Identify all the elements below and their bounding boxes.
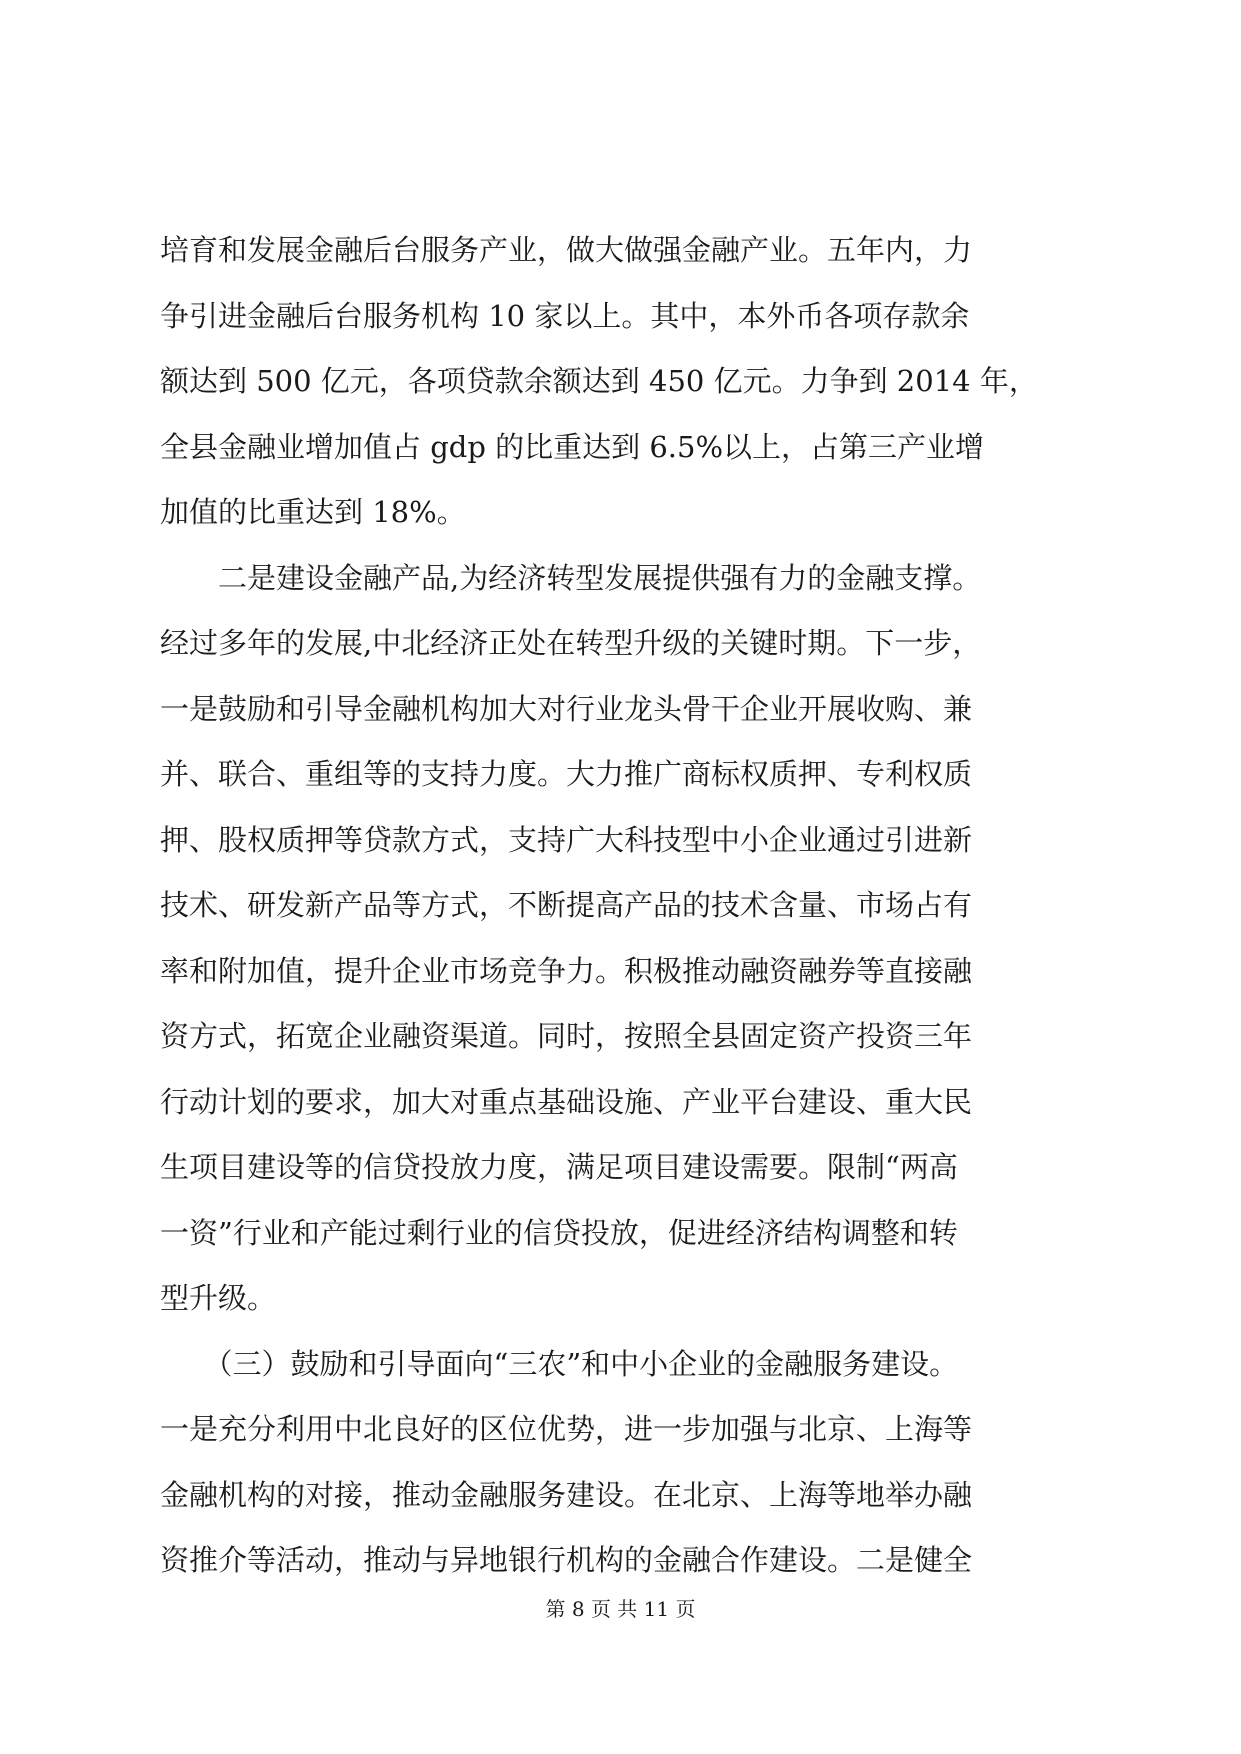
text-line: 培育和发展金融后台服务产业，做大做强金融产业。五年内，力: [160, 233, 973, 267]
text-line: 额达到 500 亿元，各项贷款余额达到 450 亿元。力争到 2014 年，: [160, 364, 1038, 398]
body-text: [160, 218, 1082, 1594]
text-line: 行动计划的要求，加大对重点基础设施、产业平台建设、重大民: [160, 1084, 973, 1119]
page-footer: 第 8 页 共 11 页: [545, 1597, 696, 1621]
text-line: 技术、研发新产品等方式，不断提高产品的技术含量、市场占有: [160, 888, 973, 922]
text-line: 一是充分利用中北良好的区位优势，进一步加强与北京、上海等: [160, 1412, 973, 1446]
text-line: 生项目建设等的信贷投放力度，满足项目建设需要。限制“两高: [160, 1150, 958, 1184]
text-line: 一资”行业和产能过剩行业的信贷投放，促进经济结构调整和转: [160, 1215, 958, 1250]
text-line: 全县金融业增加值占 gdp 的比重达到 6.5%以上，占第三产业增: [160, 429, 985, 464]
text-line: 二是建设金融产品,为经济转型发展提供强有力的金融支撑。: [160, 560, 982, 595]
text-line: 争引进金融后台服务机构 10 家以上。其中，本外币各项存款余: [160, 298, 970, 333]
text-line: 押、股权质押等贷款方式，支持广大科技型中小企业通过引进新: [160, 822, 973, 857]
text-line: （三）鼓励和引导面向“三农”和中小企业的金融服务建设。: [160, 1346, 959, 1381]
text-line: 型升级。: [160, 1281, 277, 1315]
text-line: 一是鼓励和引导金融机构加大对行业龙头骨干企业开展收购、兼: [160, 691, 973, 726]
text-line: 并、联合、重组等的支持力度。大力推广商标权质押、专利权质: [160, 757, 973, 791]
text-line: 加值的比重达到 18%。: [160, 495, 466, 529]
text-line: 资推介等活动，推动与异地银行机构的金融合作建设。二是健全: [160, 1543, 973, 1577]
text-line: 资方式，拓宽企业融资渠道。同时，按照全县固定资产投资三年: [160, 1019, 973, 1053]
text-line: 经过多年的发展,中北经济正处在转型升级的关键时期。下一步，: [160, 626, 982, 660]
text-line: 金融机构的对接，推动金融服务建设。在北京、上海等地举办融: [160, 1477, 973, 1512]
text-line: 率和附加值，提升企业市场竞争力。积极推动融资融券等直接融: [160, 953, 973, 988]
